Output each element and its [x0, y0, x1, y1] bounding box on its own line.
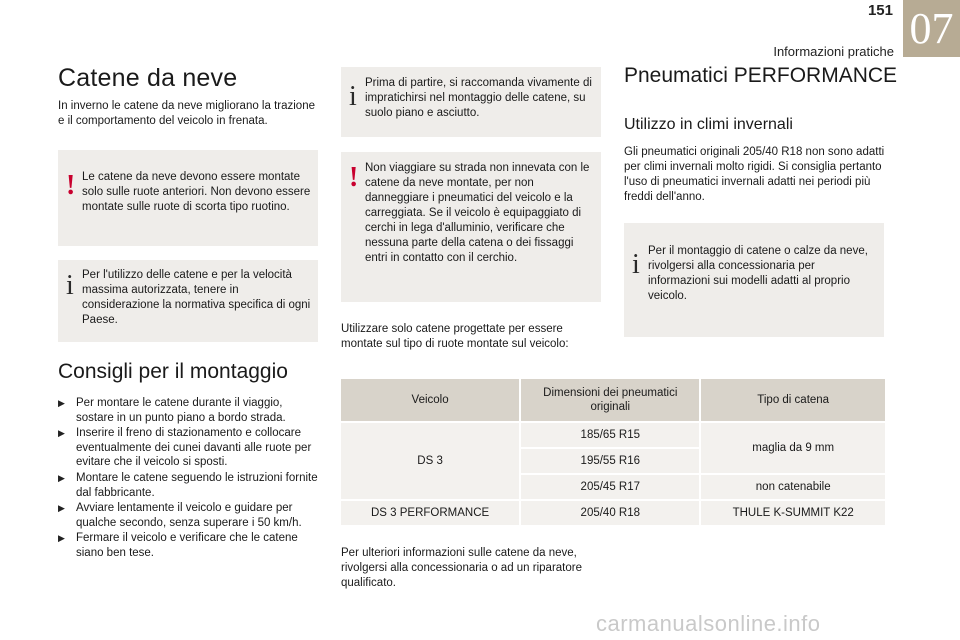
arrow-bullet-icon: ▶: [58, 428, 65, 439]
table-cell: 205/40 R18: [521, 501, 699, 525]
table-cell: 185/65 R15: [521, 423, 699, 447]
page-number: 151: [867, 2, 893, 19]
exclamation-icon: !: [66, 170, 76, 201]
warning-box-no-snow: [341, 152, 601, 302]
table-header-cell: Dimensioni dei pneumatici originali: [521, 379, 699, 421]
info-box-speed: [58, 260, 318, 342]
list-item: ▶ Montare le catene seguendo le istruzioni fornite dal fabbricante.: [58, 471, 318, 499]
table-row: [341, 423, 885, 447]
table-cell: DS 3: [341, 423, 519, 499]
table-header-row: [341, 379, 885, 421]
info-box-text: Per l'utilizzo delle catene e per la velocità massima autorizzata, tenere in considerazione la normativa specifica di ogni Paese.: [82, 269, 311, 326]
chain-usage-text: Utilizzare solo catene progettate per essere montate sul tipo di ruote montate sul veicolo:: [341, 323, 569, 350]
info-icon: i: [66, 270, 74, 301]
watermark: carmanualsonline.info: [596, 611, 821, 636]
table-cell: maglia da 9 mm: [701, 423, 885, 473]
arrow-bullet-icon: ▶: [58, 472, 65, 483]
info-icon: i: [349, 81, 357, 112]
table-cell: DS 3 PERFORMANCE: [341, 501, 519, 525]
intro-text: In inverno le catene da neve migliorano la trazione e il comportamento del veicolo in frenata.: [58, 100, 315, 127]
chapter-badge: 07: [903, 0, 960, 57]
info-box-practice: [341, 67, 601, 137]
exclamation-icon: !: [349, 162, 359, 193]
section-title: Informazioni pratiche: [773, 44, 894, 59]
arrow-bullet-icon: ▶: [58, 533, 65, 544]
table-cell: THULE K-SUMMIT K22: [701, 501, 885, 525]
warning-box-front-wheels: [58, 150, 318, 246]
arrow-bullet-icon: ▶: [58, 398, 65, 408]
chain-table: [339, 377, 887, 527]
winter-text: Gli pneumatici originali 205/40 R18 non sono adatti per climi invernali molto rigidi. Si consiglia pertanto l'uso di pneumatici invernali adatti nei periodi più freddi dell'anno.: [624, 146, 885, 203]
table-header-cell: Tipo di catena: [701, 379, 885, 421]
arrow-bullet-icon: ▶: [58, 503, 65, 514]
list-item: ▶ Inserire il freno di stazionamento e collocare eventualmente dei cunei davanti alle ruote per evitare che il veicolo si sposti.: [58, 427, 312, 469]
table-cell: non catenabile: [701, 475, 885, 499]
list-item: ▶ Avviare lentamente il veicolo e guidare per qualche secondo, senza superare i 50 km/h.: [58, 502, 302, 529]
info-box-text: Per il montaggio di catene o calze da neve, rivolgersi alla concessionaria per informazioni sui modelli adatti al proprio veicolo.: [648, 245, 868, 302]
warning-box-text: Non viaggiare su strada non innevata con le catene da neve montate, per non danneggiare i pneumatici del veicolo e la carreggiata. Se il veicolo è equipaggiato di cerchi in lega d'alluminio, verificare che nessuna parte della catena o dei fissaggi entri in contatto con il cerchio.: [365, 162, 590, 264]
mounting-steps: [58, 396, 320, 562]
list-item: ▶ Fermare il veicolo e verificare che le catene siano ben tese.: [58, 532, 298, 559]
winter-subtitle: Utilizzo in climi invernali: [624, 116, 793, 133]
info-box-text: Prima di partire, si raccomanda vivamente di impratichirsi nel montaggio delle catene, su suolo piano e asciutto.: [365, 77, 592, 119]
table-row: [341, 501, 885, 525]
list-item: ▶ Per montare le catene durante il viaggio, sostare in un punto piano a bordo strada.: [58, 397, 286, 424]
table-header-cell: Veicolo: [341, 379, 519, 421]
info-icon: i: [632, 249, 640, 280]
warning-box-text: Le catene da neve devono essere montate solo sulle ruote anteriori. Non devono essere montate sulle ruote di scorta tipo ruotino.: [82, 171, 311, 213]
table-cell: 195/55 R16: [521, 449, 699, 473]
table-cell: 205/45 R17: [521, 475, 699, 499]
performance-title: Pneumatici PERFORMANCE: [624, 64, 898, 87]
more-info-text: Per ulteriori informazioni sulle catene da neve, rivolgersi alla concessionaria o ad un riparatore qualificato.: [341, 547, 582, 589]
page-title: Catene da neve: [58, 64, 238, 92]
mounting-title: Consigli per il montaggio: [58, 360, 288, 383]
info-box-chains-socks: [624, 223, 884, 337]
